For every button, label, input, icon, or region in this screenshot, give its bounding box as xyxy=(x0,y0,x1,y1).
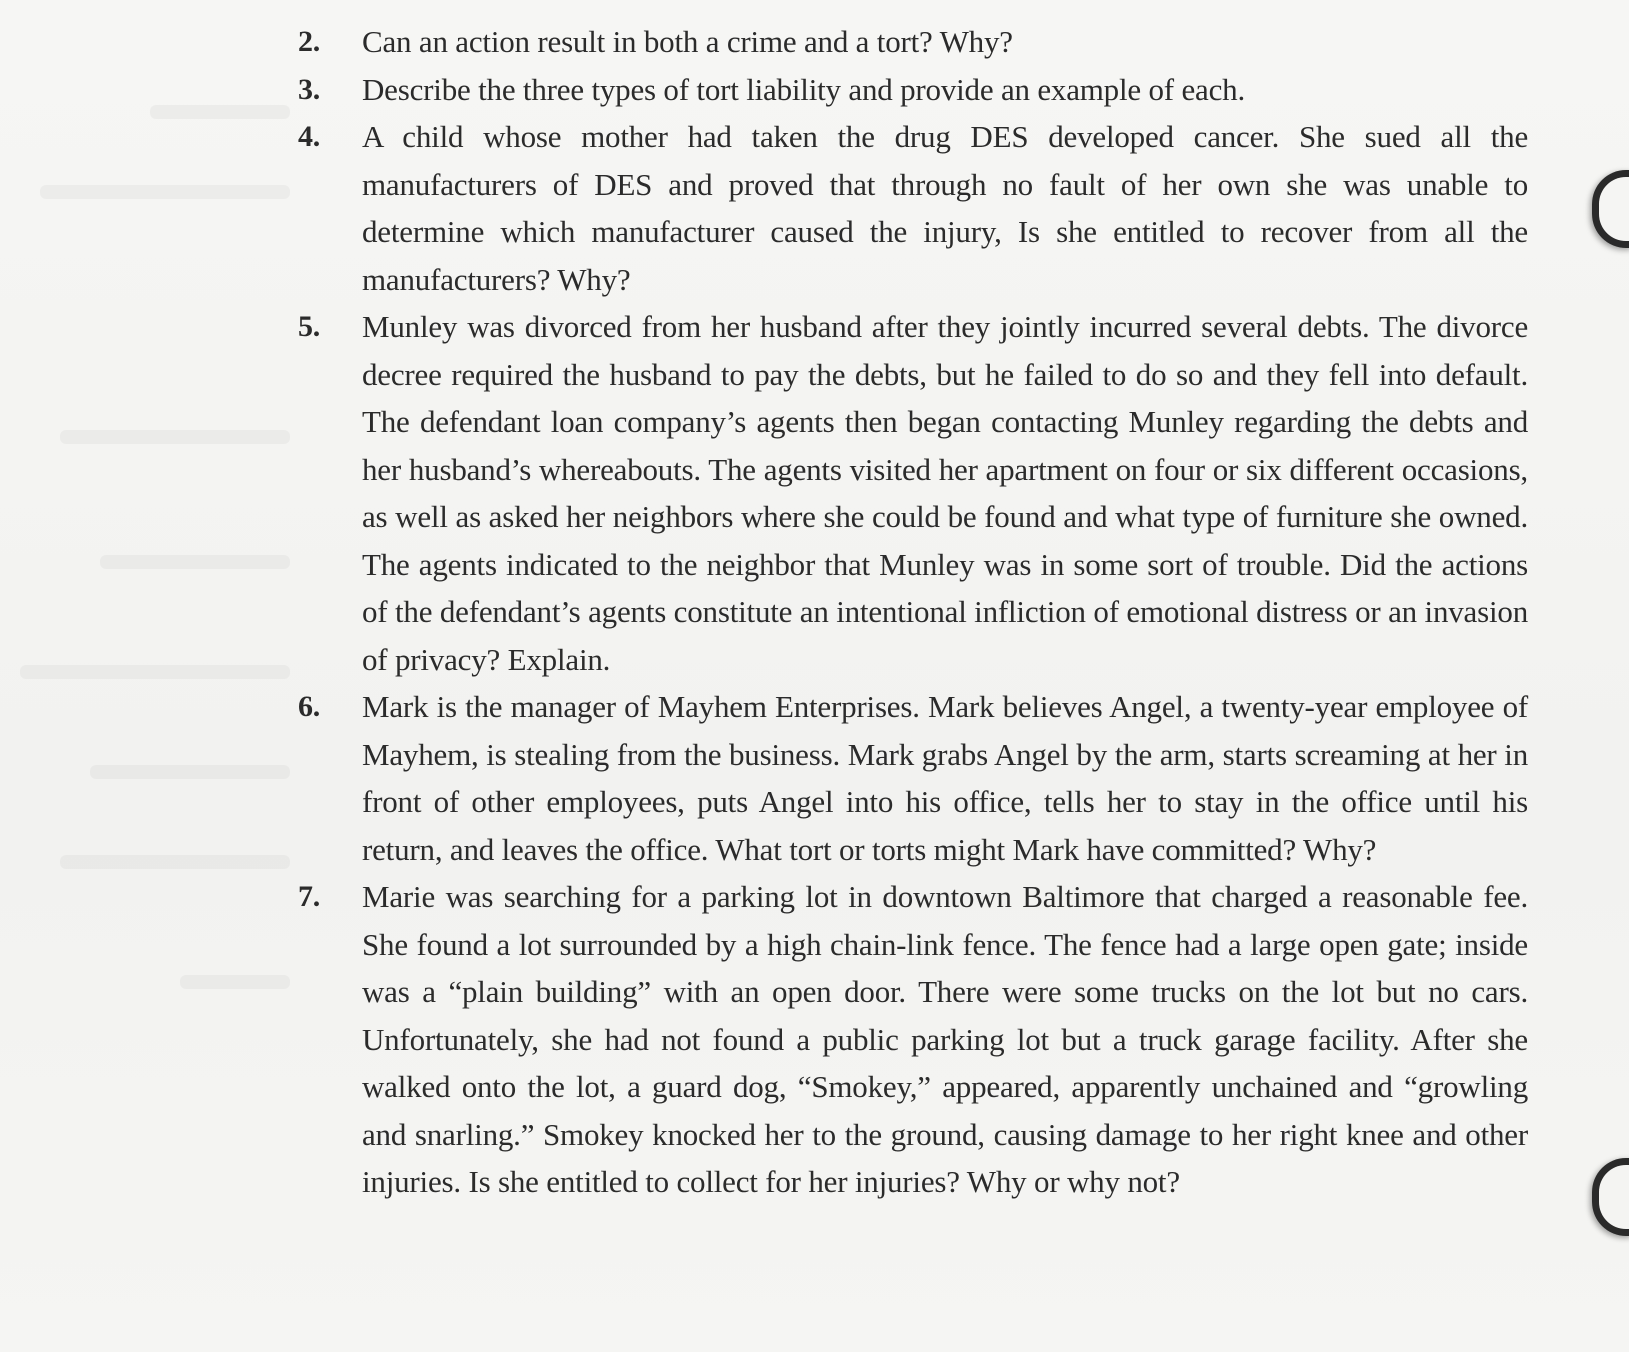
question-text: Describe the three types of tort liability and provide an example of each. xyxy=(362,71,1246,107)
binder-ring-icon xyxy=(1592,170,1629,248)
bleed-through xyxy=(150,105,290,119)
bleed-through xyxy=(90,765,290,779)
question-text: Marie was searching for a parking lot in downtown Baltimore that charged a reasonable fee. She found a lot surrounded by a high chain-link fence. The fence had a large open gate; inside was a “plain building” with an open door. There were some trucks on the lot but no cars. Unfortunately, she had not found a public parking lot but a truck garage facility. After she walked onto the lot, a guard dog, “Smokey,” appeared, apparently unchained and “growling and snarling.” Smokey knocked her to the ground, causing damage to her right knee and other injuries. Is she entitled to collect for her injuries? Why or why not? xyxy=(362,879,1528,1199)
question-number: 3. xyxy=(298,72,321,106)
bleed-through xyxy=(60,855,290,869)
question-number: 4. xyxy=(298,120,321,153)
bleed-through xyxy=(40,185,290,199)
bleed-through xyxy=(60,430,290,444)
question-number: 7. xyxy=(298,880,321,913)
question-7 xyxy=(298,873,1528,1206)
bleed-through xyxy=(180,975,290,989)
question-number: 2. xyxy=(298,25,321,58)
question-text: Can an action result in both a crime and a tort? Why? xyxy=(362,24,1013,59)
question-3 xyxy=(298,66,1528,114)
question-number: 6. xyxy=(298,690,321,723)
question-number: 5. xyxy=(298,310,321,343)
question-6 xyxy=(298,683,1528,873)
question-text: A child whose mother had taken the drug DES developed cancer. She sued all the manufacturers of DES and proved that through no fault of her own she was unable to determine which manufacturer caused the injury, Is she entitled to recover from all the manufacturers? Why? xyxy=(362,119,1528,297)
question-5 xyxy=(298,303,1528,683)
question-text: Mark is the manager of Mayhem Enterprises. Mark believes Angel, a twenty-year employee of Mayhem, is stealing from the business. Mark grabs Angel by the arm, starts screaming at her in front of other employees, puts Angel into his office, tells her to stay in the office until his return, and leaves the office. What tort or torts might Mark have committed? Why? xyxy=(362,689,1528,867)
review-questions-list xyxy=(298,18,1528,1206)
question-2 xyxy=(298,18,1528,66)
binder-ring-icon xyxy=(1592,1158,1629,1236)
question-4 xyxy=(298,113,1528,303)
question-text: Munley was divorced from her husband after they jointly incurred several debts. The divorce decree required the husband to pay the debts, but he failed to do so and they fell into default. The defendant loan company’s agents then began contacting Munley regarding the debts and her husband’s whereabouts. The agents visited her apartment on four or six different occasions, as well as asked her neighbors where she could be found and what type of furniture she owned. The agents indicated to the neighbor that Munley was in some sort of trouble. Did the actions of the defendant’s agents constitute an intentional infliction of emotional distress or an invasion of privacy? Explain. xyxy=(362,309,1528,677)
bleed-through xyxy=(20,665,290,679)
bleed-through xyxy=(100,555,290,569)
